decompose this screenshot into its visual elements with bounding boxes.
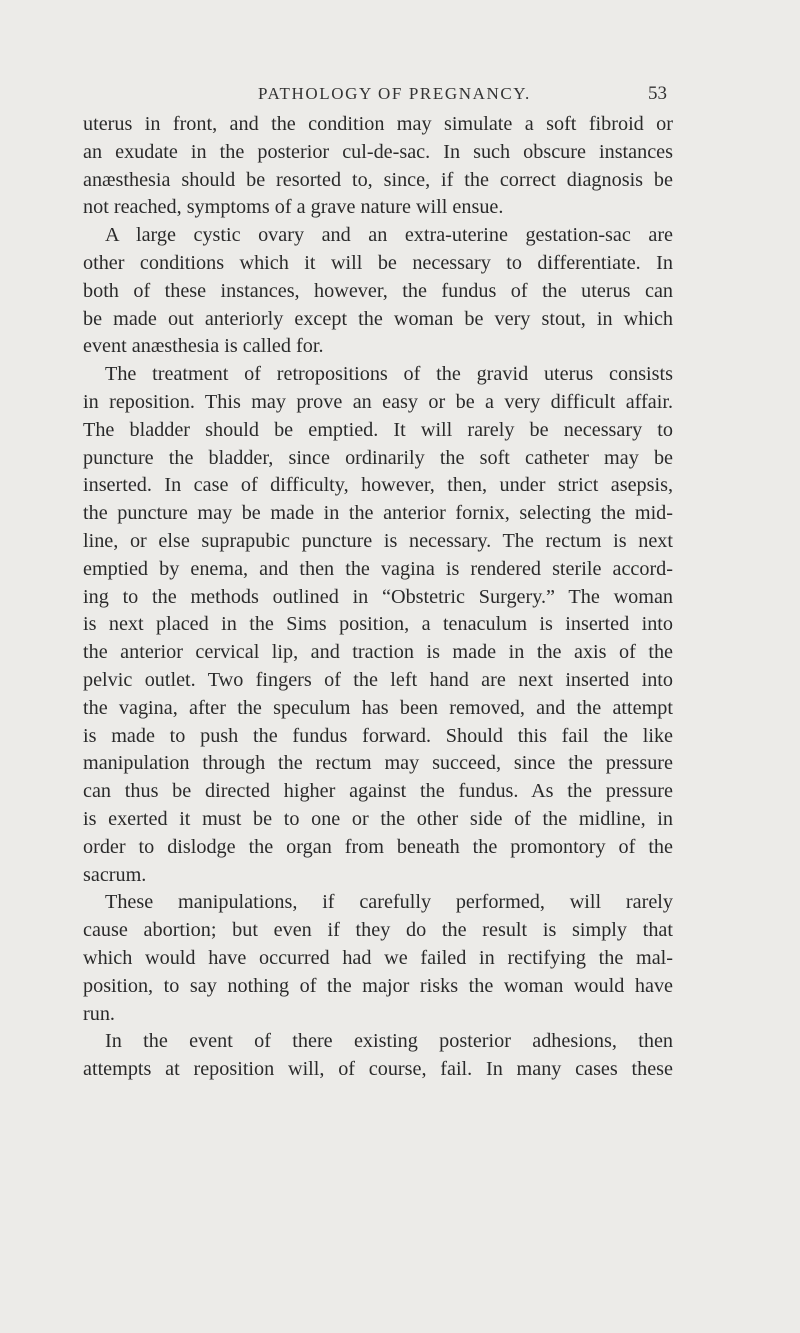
text-line: both of these instances, however, the fundus of the uterus can [83, 279, 673, 302]
text-line: line, or else suprapubic puncture is necessary. The rectum is next [83, 529, 673, 552]
text-line: event anæsthesia is called for. [83, 335, 324, 358]
text-line: ing to the methods outlined in “Obstetric Surgery.” The woman [83, 585, 673, 608]
page-number: 53 [648, 83, 667, 104]
page-header [0, 84, 800, 114]
text-line: The bladder should be emptied. It will rarely be necessary to [83, 418, 673, 441]
text-line: the vagina, after the speculum has been removed, and the attempt [83, 696, 673, 719]
text-line: the anterior cervical lip, and traction is made in the axis of the [83, 641, 673, 664]
text-line: is exerted it must be to one or the other side of the midline, in [83, 807, 673, 830]
text-line: an exudate in the posterior cul-de-sac. In such obscure instances [83, 140, 673, 163]
text-line: other conditions which it will be necessary to differentiate. In [83, 251, 673, 274]
text-line: be made out anteriorly except the woman be very stout, in which [83, 307, 673, 330]
text-line: not reached, symptoms of a grave nature will ensue. [83, 196, 504, 219]
text-line: the puncture may be made in the anterior fornix, selecting the mid- [83, 502, 673, 525]
text-line: sacrum. [83, 863, 147, 886]
text-line: can thus be directed higher against the fundus. As the pressure [83, 780, 673, 803]
body-text [83, 111, 673, 1084]
text-line: which would have occurred had we failed in rectifying the mal- [83, 946, 673, 969]
text-line: run. [83, 1002, 115, 1025]
text-line: attempts at reposition will, of course, fail. In many cases these [83, 1058, 673, 1081]
text-line: order to dislodge the organ from beneath the promontory of the [83, 835, 673, 858]
text-line: in reposition. This may prove an easy or be a very difficult affair. [83, 390, 673, 413]
text-line: is made to push the fundus forward. Should this fail the like [83, 724, 673, 747]
text-line: pelvic outlet. Two fingers of the left hand are next inserted into [83, 668, 673, 691]
text-line: manipulation through the rectum may succeed, since the pressure [83, 752, 673, 775]
text-line: In the event of there existing posterior adhesions, then [105, 1030, 673, 1053]
text-line: These manipulations, if carefully performed, will rarely [105, 891, 673, 914]
text-line: The treatment of retropositions of the gravid uterus consists [105, 363, 673, 386]
text-line: cause abortion; but even if they do the result is simply that [83, 919, 673, 942]
text-line: is next placed in the Sims position, a tenaculum is inserted into [83, 613, 673, 636]
running-title: PATHOLOGY OF PREGNANCY. [258, 84, 531, 103]
text-line: puncture the bladder, since ordinarily the soft catheter may be [83, 446, 673, 469]
text-line: emptied by enema, and then the vagina is rendered sterile accord- [83, 557, 673, 580]
text-line: uterus in front, and the condition may simulate a soft fibroid or [83, 113, 673, 135]
text-line: A large cystic ovary and an extra-uterine gestation-sac are [105, 224, 673, 247]
text-line: inserted. In case of difficulty, however, then, under strict asepsis, [83, 474, 673, 497]
text-line: position, to say nothing of the major risks the woman would have [83, 974, 673, 997]
text-line: anæsthesia should be resorted to, since, if the correct diagnosis be [83, 168, 673, 191]
